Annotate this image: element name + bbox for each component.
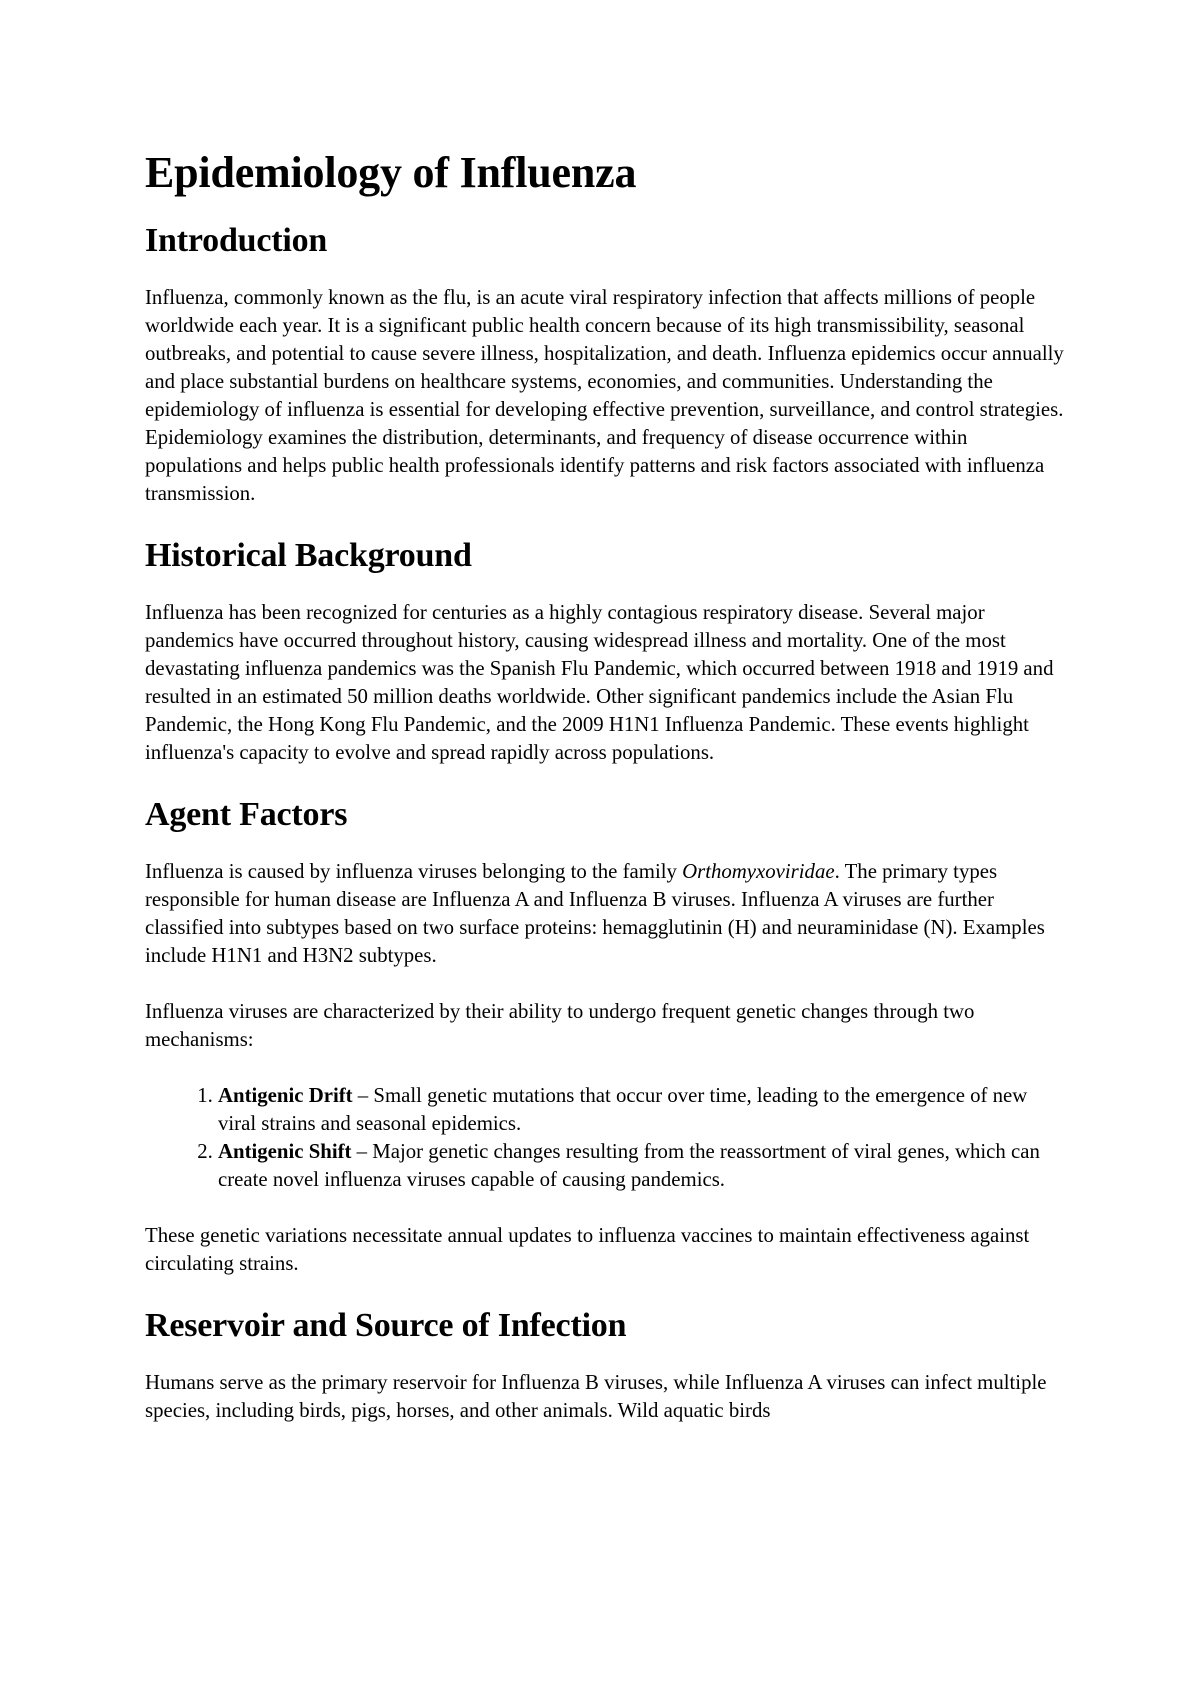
virus-family-name: Orthomyxoviridae [682, 859, 835, 883]
section-agent-factors [145, 795, 1065, 1278]
introduction-paragraph: Influenza, commonly known as the flu, is an acute viral respiratory infection that affects millions of people worldwide each year. It is a significant public health concern because of its high transmissibility, seasonal outbreaks, and potential to cause severe illness, hospitalization, and death. Influenza epidemics occur annually and place substantial burdens on healthcare systems, economies, and communities. Understanding the epidemiology of influenza is essential for developing effective prevention, surveillance, and control strategies. Epidemiology examines the distribution, determinants, and frequency of disease occurrence within populations and helps public health professionals identify patterns and risk factors associated with influenza transmission. [145, 285, 1064, 505]
agent-p1-text-before: Influenza is caused by influenza viruses belonging to the family [145, 859, 683, 883]
list-item-text: – Small genetic mutations that occur over time, leading to the emergence of new viral strains and seasonal epidemics. [218, 1083, 1028, 1135]
agent-paragraph-1 [145, 858, 1065, 970]
mechanisms-list [145, 1082, 1065, 1194]
section-heading-introduction: Introduction [145, 221, 328, 259]
agent-p1-text-after: . The primary types responsible for human disease are Influenza A and Influenza B viruses. Influenza A viruses are further classified into subtypes based on two surface proteins: hemagglutinin (H) and neuraminidase (N). Examples include H1N1 and H3N2 subtypes. [145, 859, 1045, 967]
list-item [218, 1138, 1065, 1194]
section-heading-historical-background: Historical Background [145, 536, 472, 574]
list-item [218, 1082, 1065, 1138]
document-title: Epidemiology of Influenza [145, 148, 637, 197]
list-item-text: – Major genetic changes resulting from the reassortment of viral genes, which can create novel influenza viruses capable of causing pandemics. [218, 1139, 1040, 1191]
agent-paragraph-3: These genetic variations necessitate annual updates to influenza vaccines to maintain effectiveness against circulating strains. [145, 1223, 1030, 1275]
list-item-term: Antigenic Shift [218, 1139, 352, 1163]
document-body [145, 148, 1065, 1453]
list-item-term: Antigenic Drift [218, 1083, 353, 1107]
section-reservoir [145, 1306, 1065, 1425]
section-heading-reservoir: Reservoir and Source of Infection [145, 1306, 627, 1344]
section-heading-agent-factors: Agent Factors [145, 795, 348, 833]
section-historical-background [145, 536, 1065, 767]
historical-paragraph: Influenza has been recognized for centuries as a highly contagious respiratory disease. Several major pandemics have occurred throughout history, causing widespread illness and mortality. One of the most devastating influenza pandemics was the Spanish Flu Pandemic, which occurred between 1918 and 1919 and resulted in an estimated 50 million deaths worldwide. Other significant pandemics include the Asian Flu Pandemic, the Hong Kong Flu Pandemic, and the 2009 H1N1 Influenza Pandemic. These events highlight influenza's capacity to evolve and spread rapidly across populations. [145, 600, 1054, 764]
reservoir-paragraph: Humans serve as the primary reservoir for Influenza B viruses, while Influenza A viruses can infect multiple species, including birds, pigs, horses, and other animals. Wild aquatic birds [145, 1370, 1047, 1422]
agent-paragraph-2: Influenza viruses are characterized by their ability to undergo frequent genetic changes through two mechanisms: [145, 999, 975, 1051]
section-introduction [145, 221, 1065, 508]
